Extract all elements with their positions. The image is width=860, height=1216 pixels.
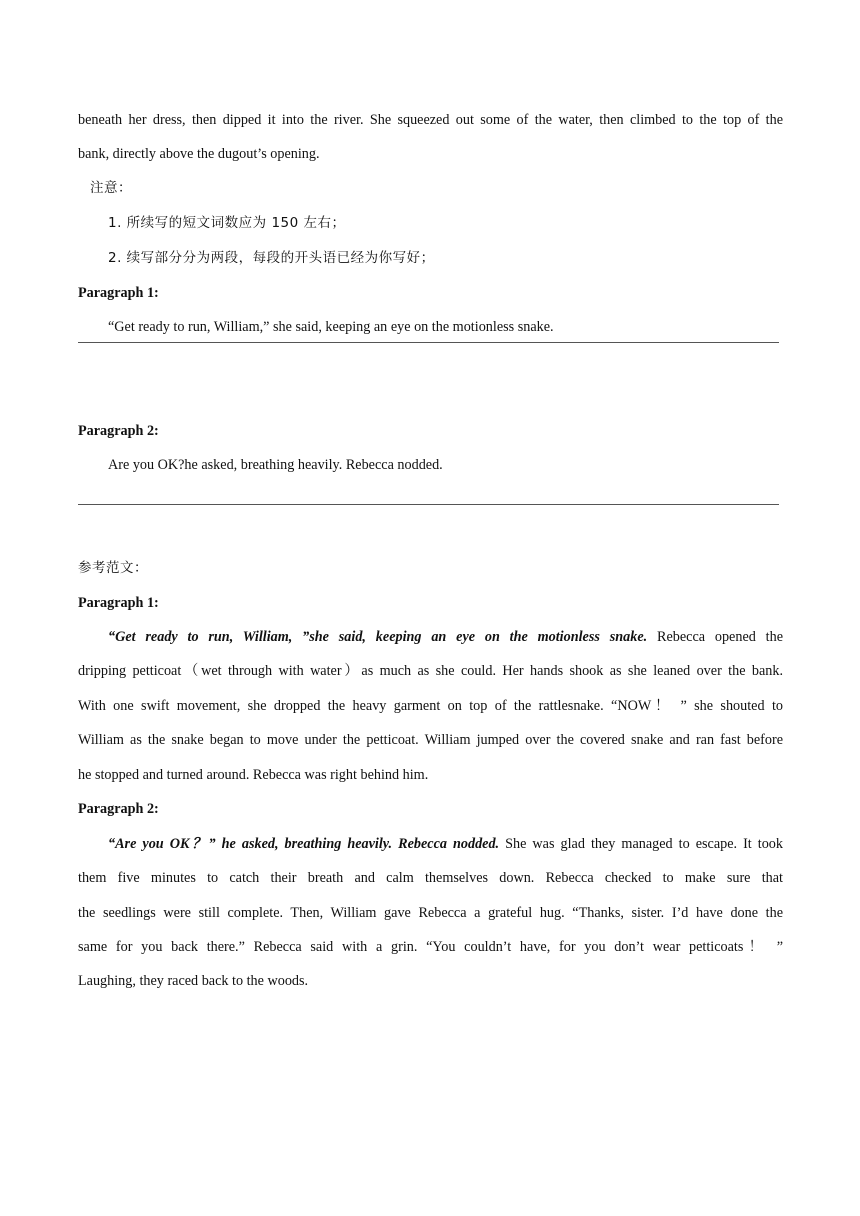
sample-p1-line-5: he stopped and turned around. Rebecca was right behind him. (78, 767, 429, 783)
sample-p2-line-3: the seedlings were still complete. Then, William gave Rebecca a grateful hug. “Thanks, sister. I’d have done the (78, 905, 783, 921)
sample-p1-line-2: dripping petticoat（wet through with water）as much as she could. Her hands shook as she leaned over the bank. (78, 663, 783, 679)
sample-p2-line-5: Laughing, they raced back to the woods. (78, 973, 309, 989)
sample-paragraph-1-label: Paragraph 1: (78, 595, 159, 611)
notes-item-2: 2. 续写部分分为两段，每段的开头语已经为你写好； (108, 250, 435, 266)
sample-p2-line-1-rest: She was glad they managed to escape. It took (499, 836, 783, 852)
sample-p2-opening: “Are you OK？” he asked, breathing heavily. Rebecca nodded. (108, 836, 500, 852)
notes-item-1: 1. 所续写的短文词数应为 150 左右； (108, 215, 346, 231)
prompt-paragraph-2-opening: Are you OK?he asked, breathing heavily. Rebecca nodded. (108, 457, 443, 473)
sample-p1-line-4: William as the snake began to move under the petticoat. William jumped over the covered snake and ran fast before (78, 732, 783, 748)
sample-heading: 参考范文： (78, 560, 148, 576)
sample-p1-line-1-rest: Rebecca opened the (647, 629, 783, 645)
sample-paragraph-2-label: Paragraph 2: (78, 801, 159, 817)
sample-p2-line-1 (108, 834, 783, 854)
answer-line-1 (78, 342, 779, 343)
prompt-paragraph-1-label: Paragraph 1: (78, 285, 159, 301)
intro-line-1: beneath her dress, then dipped it into the river. She squeezed out some of the water, then climbed to the top of the (78, 112, 783, 128)
answer-line-2 (78, 504, 779, 505)
sample-p1-opening: “Get ready to run, William, ”she said, keeping an eye on the motionless snake. (108, 629, 648, 645)
prompt-paragraph-2-label: Paragraph 2: (78, 423, 159, 439)
sample-p1-line-3: With one swift movement, she dropped the heavy garment on top of the rattlesnake. “NOW！ ” she shouted to (78, 698, 783, 714)
sample-p2-line-2: them five minutes to catch their breath and calm themselves down. Rebecca checked to make sure that (78, 870, 783, 886)
sample-p2-line-4: same for you back there.” Rebecca said with a grin. “You couldn’t have, for you don’t wear petticoats！ ” (78, 939, 783, 955)
sample-p1-line-1 (108, 627, 783, 647)
intro-line-2: bank, directly above the dugout’s opening. (78, 146, 320, 162)
notes-heading: 注意： (90, 180, 132, 196)
prompt-paragraph-1-opening: “Get ready to run, William,” she said, keeping an eye on the motionless snake. (108, 319, 554, 335)
